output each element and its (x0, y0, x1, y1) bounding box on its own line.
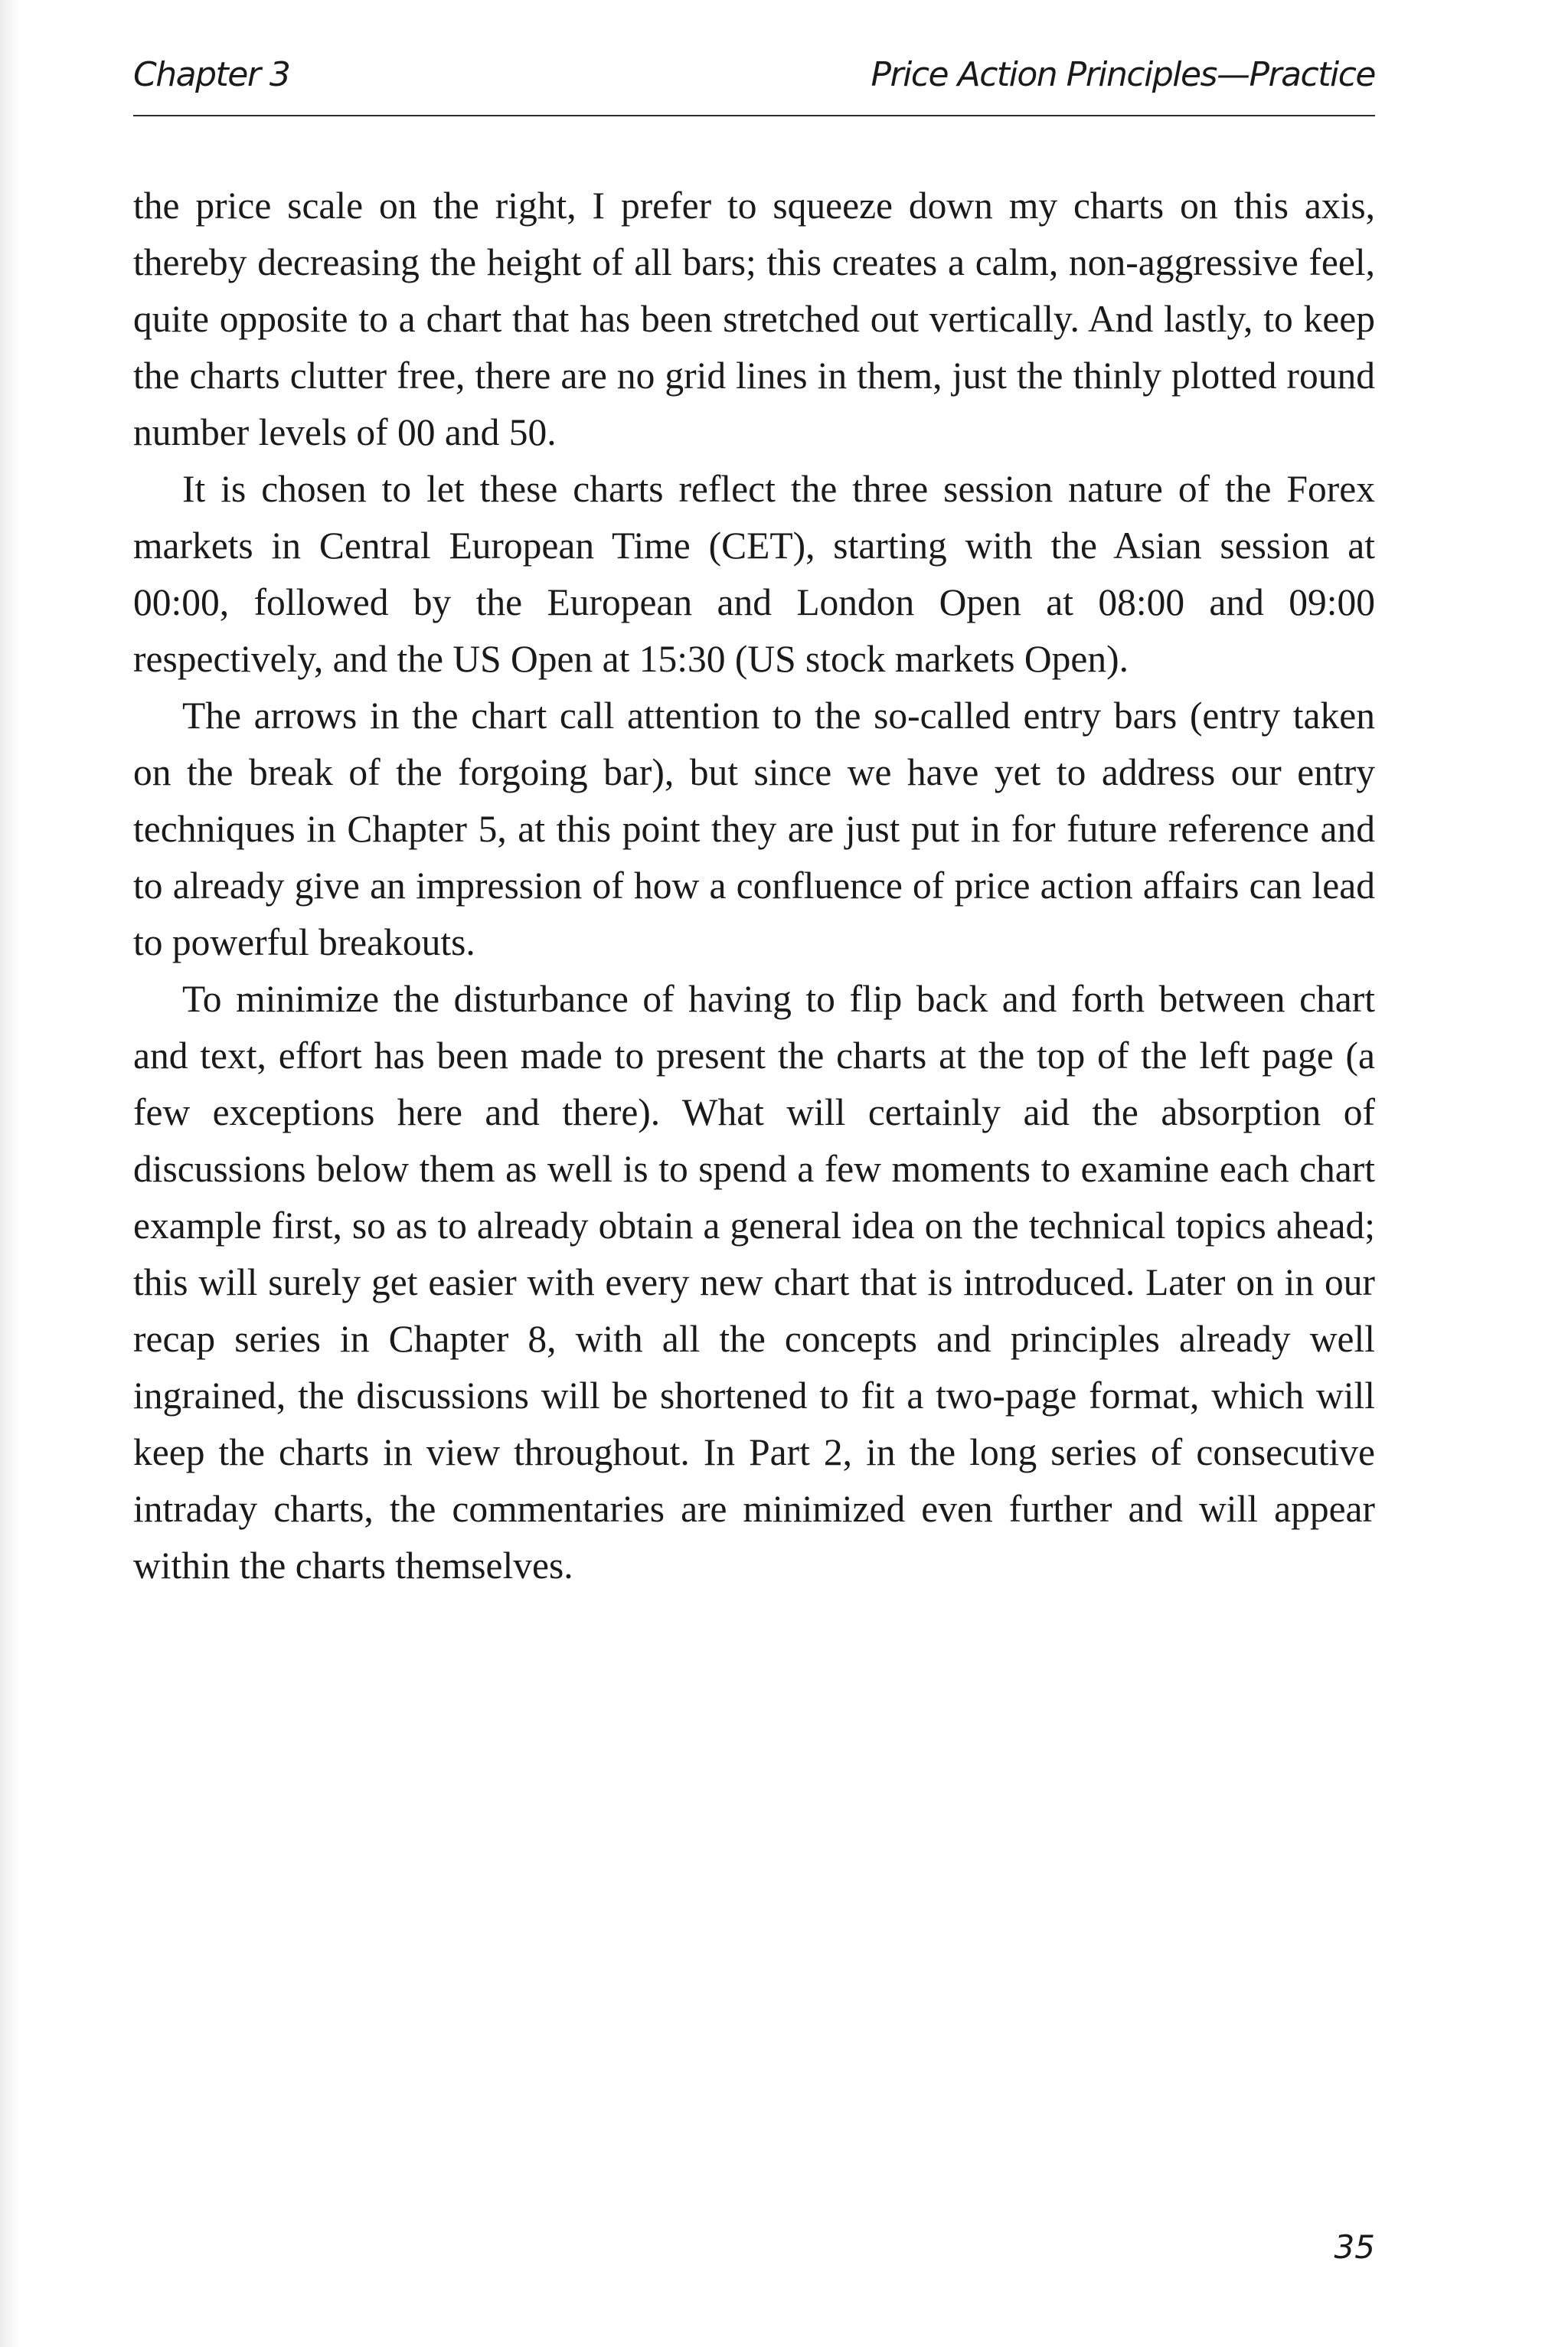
running-header (133, 51, 1375, 116)
paragraph-2: It is chosen to let these charts reflect the three session nature of the Forex markets in Central European Time (CET), starting with the Asian session at 00:00, followed by the European and London Open at 08:00 and 09:00 respectively, and the US Open at 15:30 (US stock markets Open). (133, 468, 1375, 680)
chapter-label: Chapter 3 (133, 55, 290, 94)
body-text (133, 178, 1375, 1594)
paragraph-3: The arrows in the chart call attention to the so-called entry bars (entry taken on the break of the forgoing bar), but since we have yet to address our entry techniques in Chapter 5, at this point they are just put in for future reference and to already give an impression of how a confluence of price action affairs can lead to powerful breakouts. (133, 695, 1375, 963)
paragraph-1: the price scale on the right, I prefer to squeeze down my charts on this axis, thereby decreasing the height of all bars; this creates a calm, non-aggressive feel, quite opposite to a chart that has been stretched out vertically. And lastly, to keep the charts clutter free, there are no grid lines in them, just the thinly plotted round number levels of 00 and 50. (133, 185, 1375, 453)
paragraph-4: To minimize the disturbance of having to flip back and forth between chart and text, effort has been made to present the charts at the top of the left page (a few exceptions here and there). What will certainly aid the absorption of discussions below them as well is to spend a few moments to examine each chart example first, so as to already obtain a general idea on the technical topics ahead; this will surely get easier with every new chart that is introduced. Later on in our recap series in Chapter 8, with all the concepts and principles already well ingrained, the discussions will be shortened to fit a two-page format, which will keep the charts in view throughout. In Part 2, in the long series of consecutive intraday charts, the commentaries are minimized even further and will appear within the charts themselves. (133, 978, 1375, 1587)
page-gutter-shadow (0, 0, 20, 2347)
section-title: Price Action Principles—Practice (871, 55, 1375, 94)
page-number: 35 (1334, 2228, 1375, 2266)
